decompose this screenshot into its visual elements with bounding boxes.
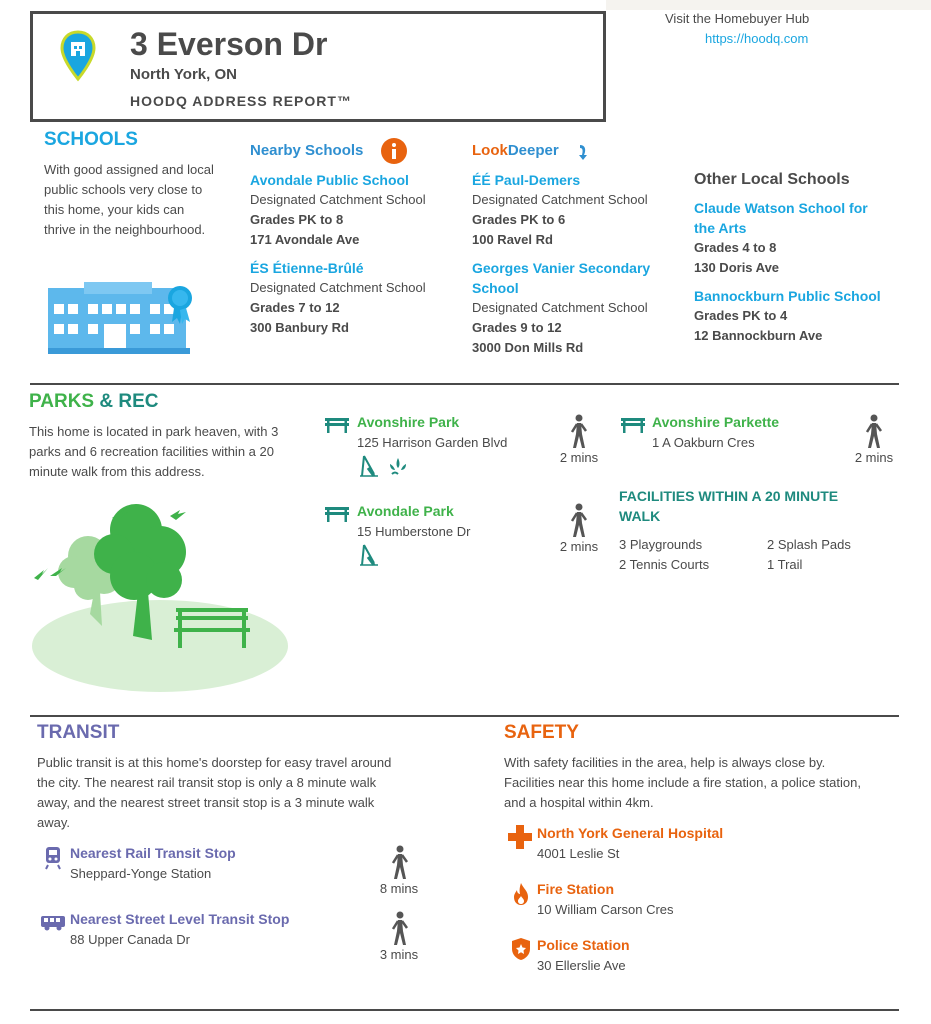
transit-walk-time: 3 mins [379, 947, 419, 962]
school-address: 100 Ravel Rd [472, 232, 553, 247]
schools-description: With good assigned and local public schools very close to this home, your kids can thrive in the neighbourhood. [44, 162, 214, 237]
school-address: 130 Doris Ave [694, 260, 780, 275]
hospital-cross-icon [508, 825, 532, 849]
lookdeeper-look: Look [472, 142, 508, 159]
divider [30, 715, 899, 717]
property-address: 3 Everson Dr [130, 26, 328, 62]
transit-label: Nearest Rail Transit Stop [70, 845, 236, 861]
park-name: Avonshire Park [357, 414, 460, 430]
school-address: 3000 Don Mills Rd [472, 340, 584, 355]
school-grades: Grades 7 to 12 [250, 300, 340, 315]
train-icon [44, 846, 62, 870]
transit-description: Public transit is at this home's doorstep for easy travel around the city. The nearest rail transit stop is only a 8 minute walk away, and the nearest street transit stop is a 3 minute walk away. [37, 755, 392, 830]
transit-title: TRANSIT [37, 722, 120, 743]
facilities-title-line-2: WALK [619, 508, 661, 524]
playground-icon [360, 454, 378, 478]
playground-icon [360, 543, 378, 567]
safety-description: With safety facilities in the area, help is always close by. Facilities near this home include a fire station, a police station, and a hospital within 4km. [504, 755, 861, 810]
park-name: Avonshire Parkette [652, 414, 780, 430]
home-pin-icon [60, 30, 96, 82]
safety-name: North York General Hospital [537, 825, 724, 841]
divider [30, 1009, 899, 1011]
facility-item: 3 Playgrounds [619, 537, 703, 552]
school-name-line-2: the Arts [694, 220, 747, 236]
other-school-2[interactable] [694, 286, 914, 346]
lookdeeper-deeper: Deeper [507, 142, 559, 159]
school-name-line-2: School [472, 280, 519, 296]
school-grades: Grades 4 to 8 [694, 240, 777, 255]
school-designation: Designated Catchment School [472, 300, 648, 315]
report-label: HOODQ ADDRESS REPORT™ [130, 93, 352, 109]
park-walk-time: 2 mins [559, 539, 599, 554]
transit-stop-name: Sheppard-Yonge Station [70, 866, 212, 881]
facilities-title [619, 486, 879, 526]
transit-label: Nearest Street Level Transit Stop [70, 911, 290, 927]
safety-name: Fire Station [537, 881, 615, 897]
walking-person-icon [388, 911, 412, 947]
schools-title: SCHOOLS [44, 129, 138, 150]
park-name: Avondale Park [357, 503, 454, 519]
park-address: 1 A Oakburn Cres [652, 435, 755, 450]
nearby-schools-label: Nearby Schools [250, 142, 364, 159]
school-designation: Designated Catchment School [250, 280, 426, 295]
top-strip [606, 0, 931, 10]
parks-title-amp: & [99, 391, 114, 412]
school-designation: Designated Catchment School [472, 192, 648, 207]
nearby-school-1[interactable] [250, 170, 465, 250]
bench-icon [324, 416, 350, 434]
parks-title-b: REC [118, 391, 159, 412]
splash-pad-icon [386, 454, 410, 478]
park-walk-time: 2 mins [854, 450, 894, 465]
nearby-school-2[interactable] [250, 258, 465, 338]
walking-person-icon [567, 414, 591, 450]
school-grades: Grades PK to 4 [694, 308, 788, 323]
school-name: Bannockburn Public School [694, 288, 881, 304]
homebuyer-hub-link[interactable]: https://hoodq.com [705, 31, 809, 46]
school-name: ÉÉ Paul-Demers [472, 172, 581, 188]
school-name: Avondale Public School [250, 172, 409, 188]
park-illustration [30, 496, 292, 696]
safety-name: Police Station [537, 937, 630, 953]
parks-title-a: PARKS [29, 391, 95, 412]
school-address: 12 Bannockburn Ave [694, 328, 823, 343]
walking-person-icon [388, 845, 412, 881]
lookdeeper-school-2[interactable] [472, 258, 687, 358]
safety-address: 10 William Carson Cres [537, 902, 674, 917]
flame-icon [513, 882, 529, 906]
walking-person-icon [862, 414, 886, 450]
facility-item: 1 Trail [767, 557, 803, 572]
facilities-title-line-1: FACILITIES WITHIN A 20 MINUTE [619, 488, 839, 504]
lookdeeper-school-1[interactable] [472, 170, 687, 250]
bench-icon [324, 505, 350, 523]
police-badge-icon [511, 937, 531, 961]
school-designation: Designated Catchment School [250, 192, 426, 207]
school-grades: Grades PK to 8 [250, 212, 344, 227]
walking-person-icon [567, 503, 591, 539]
arrow-down-icon [576, 143, 592, 161]
safety-address: 30 Ellerslie Ave [537, 958, 626, 973]
school-name: ÉS Étienne-Brûlé [250, 260, 364, 276]
bus-icon [40, 914, 66, 932]
lookdeeper-label[interactable] [472, 141, 559, 161]
school-grades: Grades PK to 6 [472, 212, 566, 227]
school-address: 300 Banbury Rd [250, 320, 349, 335]
parks-description: This home is located in park heaven, with 3 parks and 6 recreation facilities within a 20 minute walk from this address. [29, 424, 279, 479]
safety-title: SAFETY [504, 722, 579, 743]
school-address: 171 Avondale Ave [250, 232, 360, 247]
park-address: 125 Harrison Garden Blvd [357, 435, 508, 450]
homebuyer-hub-text: Visit the Homebuyer Hub [665, 11, 810, 26]
divider [30, 383, 899, 385]
transit-stop-name: 88 Upper Canada Dr [70, 932, 190, 947]
facility-item: 2 Splash Pads [767, 537, 851, 552]
property-city: North York, ON [130, 66, 237, 83]
transit-walk-time: 8 mins [379, 881, 419, 896]
school-name-line-1: Georges Vanier Secondary [472, 260, 651, 276]
parks-title [29, 391, 159, 413]
info-icon[interactable] [380, 137, 408, 165]
facility-item: 2 Tennis Courts [619, 557, 710, 572]
bench-icon [620, 416, 646, 434]
school-building-icon [46, 282, 198, 356]
school-grades: Grades 9 to 12 [472, 320, 562, 335]
school-name-line-1: Claude Watson School for [694, 200, 868, 216]
other-school-1[interactable] [694, 198, 914, 278]
safety-address: 4001 Leslie St [537, 846, 620, 861]
park-address: 15 Humberstone Dr [357, 524, 471, 539]
other-schools-label: Other Local Schools [694, 171, 850, 188]
park-walk-time: 2 mins [559, 450, 599, 465]
address-header [30, 11, 606, 122]
